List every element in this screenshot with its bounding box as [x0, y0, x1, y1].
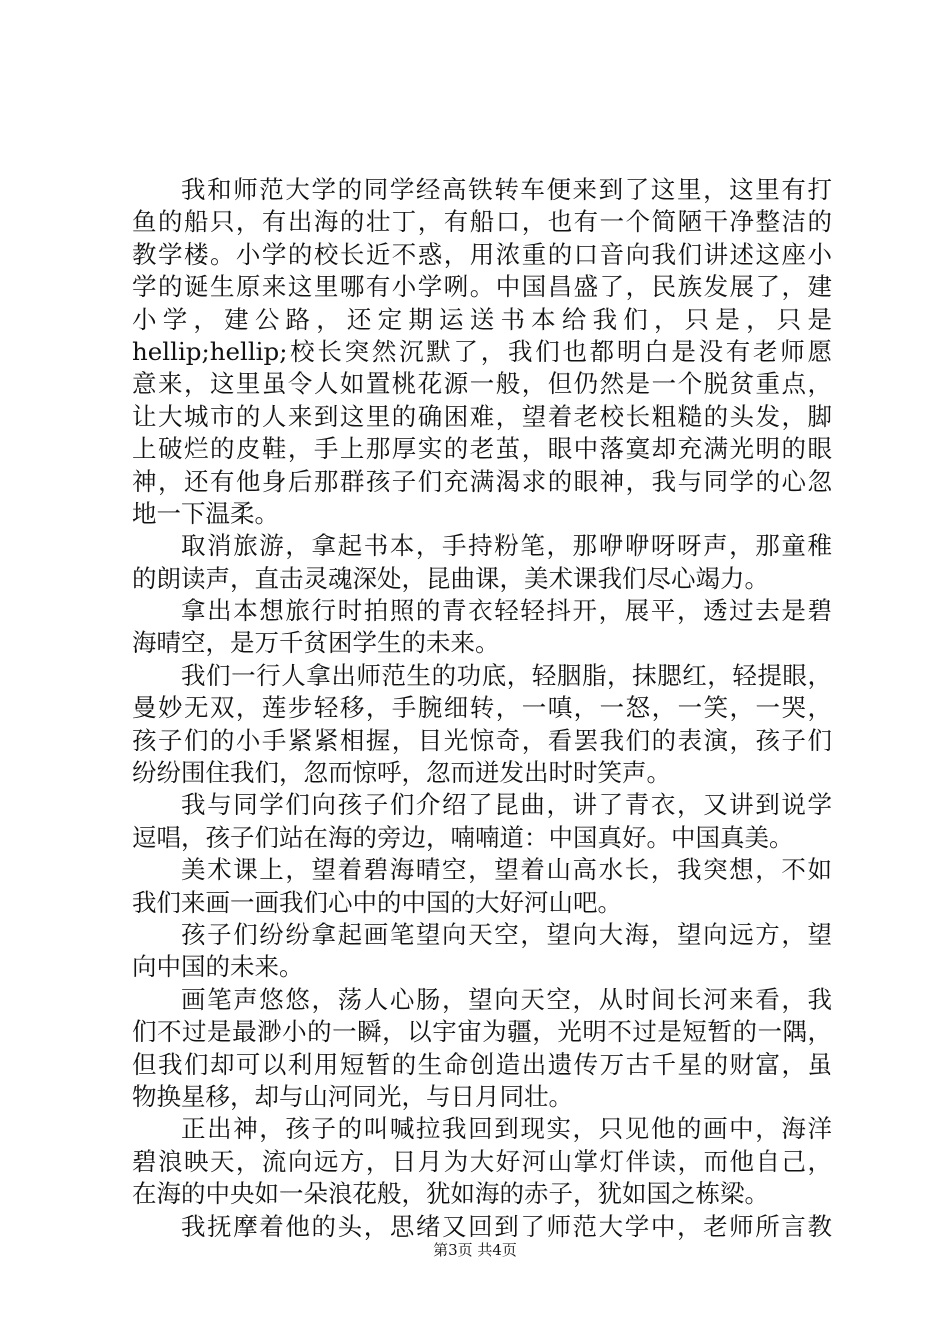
page-footer	[0, 1240, 950, 1260]
text-line: 我与同学们向孩子们介绍了昆曲，讲了青衣，又讲到说学	[181, 790, 832, 820]
text-line: 们不过是最渺小的一瞬，以宇宙为疆，光明不过是短暂的一隅，	[132, 1017, 832, 1047]
text-line: hellip;hellip;校长突然沉默了，我们也都明白是没有老师愿	[132, 336, 832, 366]
text-line: 美术课上，望着碧海晴空，望着山高水长，我突想，不如	[181, 855, 832, 885]
text-line: 鱼的船只，有出海的壮丁，有船口，也有一个简陋干净整洁的	[132, 207, 832, 237]
text-line: 在海的中央如一朵浪花般，犹如海的赤子，犹如国之栋梁。	[132, 1179, 769, 1209]
text-line: 我抚摩着他的头，思绪又回到了师范大学中，老师所言教	[181, 1211, 832, 1241]
text-line: 向中国的未来。	[132, 952, 304, 982]
text-line: 纷纷围住我们，忽而惊呼，忽而迸发出时时笑声。	[132, 758, 671, 788]
text-line: 海晴空，是万千贫困学生的未来。	[132, 628, 500, 658]
text-line: 逗唱，孩子们站在海的旁边，喃喃道：中国真好。中国真美。	[132, 822, 794, 852]
text-line: 孩子们纷纷拿起画笔望向天空，望向大海，望向远方，望	[181, 919, 832, 949]
body-text	[132, 174, 832, 1243]
text-line: 正出神，孩子的叫喊拉我回到现实，只见他的画中，海洋	[181, 1114, 832, 1144]
text-line: 让大城市的人来到这里的确困难，望着老校长粗糙的头发，脚	[132, 401, 832, 431]
text-line: 物换星移，却与山河同光，与日月同壮。	[132, 1081, 573, 1111]
text-line: 意来，这里虽令人如置桃花源一般，但仍然是一个脱贫重点，	[132, 369, 832, 399]
text-line: 我们一行人拿出师范生的功底，轻胭脂，抹腮红，轻提眼，	[181, 660, 832, 690]
text-line: 碧浪映天，流向远方，日月为大好河山掌灯伴读，而他自己，	[132, 1146, 832, 1176]
text-line: 我们来画一画我们心中的中国的大好河山吧。	[132, 887, 622, 917]
text-line: 上破烂的皮鞋，手上那厚实的老茧，眼中落寞却充满光明的眼	[132, 434, 832, 464]
text-line: 小学，建公路，还定期运送书本给我们，只是，只是	[132, 304, 832, 334]
text-line: 我和师范大学的同学经高铁转车便来到了这里，这里有打	[181, 175, 832, 204]
text-line: 取消旅游，拿起书本，手持粉笔，那咿咿呀呀声，那童稚	[181, 531, 832, 561]
text-line: 地一下温柔。	[132, 498, 279, 528]
text-line: 画笔声悠悠，荡人心肠，望向天空，从时间长河来看，我	[181, 984, 832, 1014]
text-line: 拿出本想旅行时拍照的青衣轻轻抖开，展平，透过去是碧	[181, 596, 832, 626]
text-line: 学的诞生原来这里哪有小学咧。中国昌盛了，民族发展了，建	[132, 272, 832, 302]
text-line: 但我们却可以利用短暂的生命创造出遗传万古千星的财富，虽	[132, 1049, 832, 1079]
page-number: 第3页 共4页	[433, 1241, 517, 1259]
text-line: 曼妙无双，莲步轻移，手腕细转，一嗔，一怒，一笑，一哭，	[132, 693, 832, 723]
text-line: 孩子们的小手紧紧相握，目光惊奇，看罢我们的表演，孩子们	[132, 725, 832, 755]
text-line: 的朗读声，直击灵魂深处，昆曲课，美术课我们尽心竭力。	[132, 563, 769, 593]
text-line: 教学楼。小学的校长近不惑，用浓重的口音向我们讲述这座小	[132, 239, 832, 269]
text-line: 神，还有他身后那群孩子们充满渴求的眼神，我与同学的心忽	[132, 466, 832, 496]
